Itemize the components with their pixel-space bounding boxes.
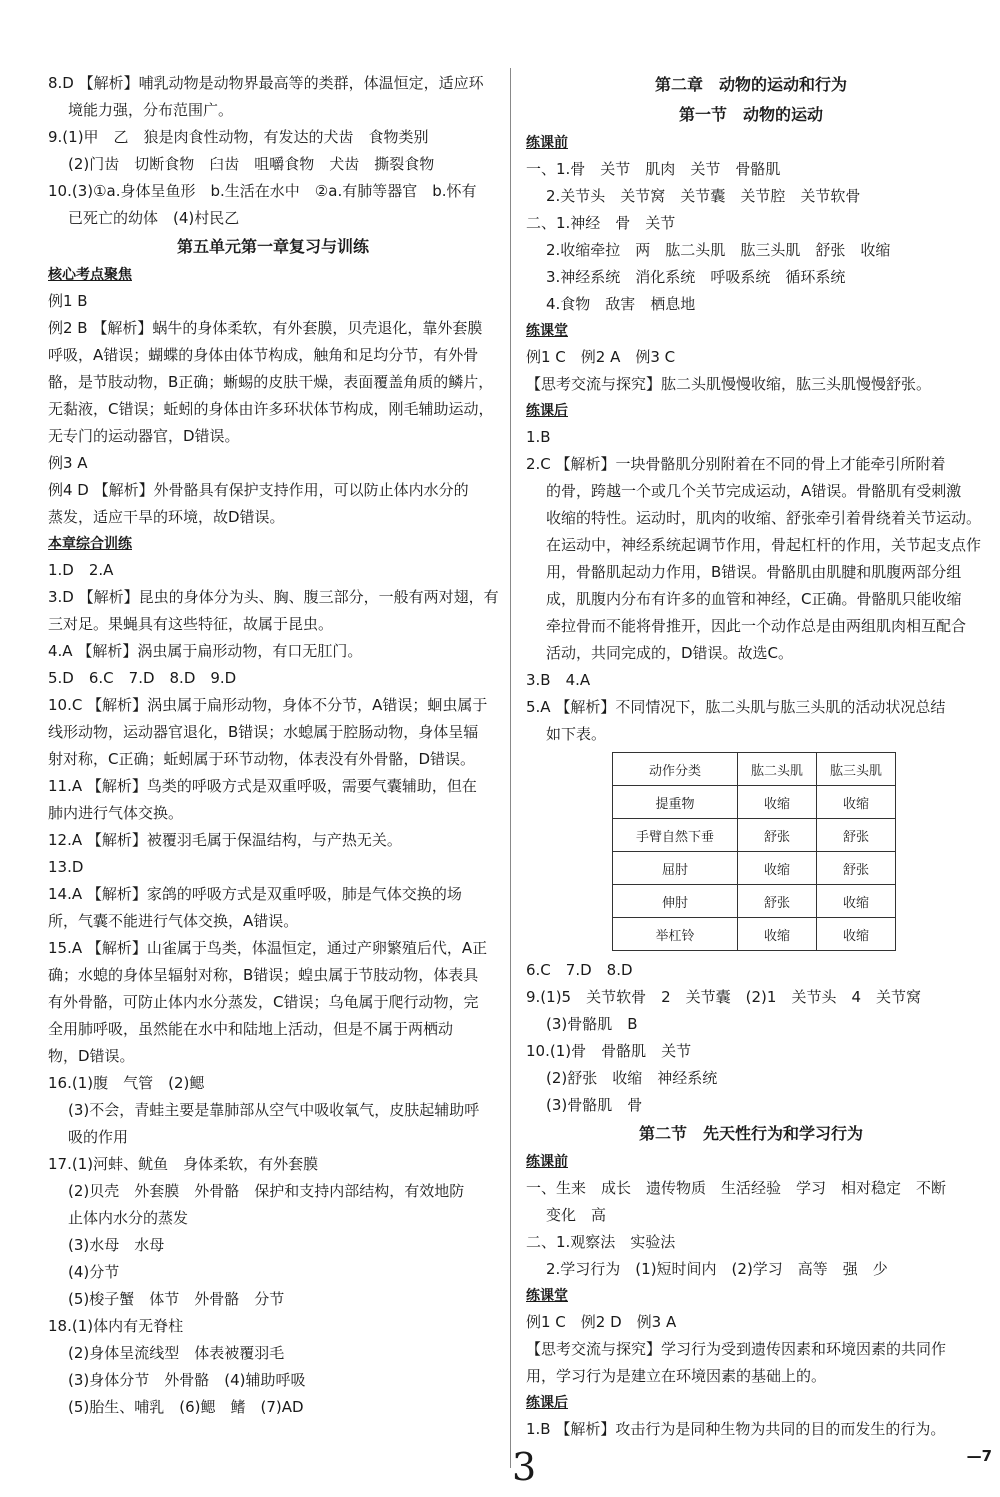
table-header-cell: 肱二头肌: [738, 753, 817, 786]
answer-line: 【思考交流与探究】肱二头肌慢慢收缩，肱三头肌慢慢舒张。: [526, 375, 932, 393]
table-cell: 提重物: [613, 786, 738, 819]
answer-line: 6.C 7.D 8.D: [526, 961, 633, 979]
answer-line: 吸的作用: [68, 1128, 129, 1146]
answer-line: 2.收缩牵拉 两 肱二头肌 肱三头肌 舒张 收缩: [546, 241, 891, 259]
answer-line: 13.D: [48, 858, 84, 876]
answer-line: 线形动物，运动器官退化，B错误；水螅属于腔肠动物，身体呈辐: [48, 723, 479, 741]
table-cell: 收缩: [817, 885, 896, 918]
table-header-row: [613, 753, 896, 786]
answer-line: 1.B 【解析】攻击行为是同种生物为共同的目的而发生的行为。: [526, 1420, 946, 1438]
table-cell: 收缩: [817, 786, 896, 819]
column-divider: [510, 68, 511, 1468]
answer-line: 蒸发，适应干旱的环境，故D错误。: [48, 508, 285, 526]
answer-line: 活动，共同完成的，D错误。故选C。: [546, 644, 794, 662]
answer-line: 2.学习行为 (1)短时间内 (2)学习 高等 强 少: [546, 1260, 888, 1278]
answer-line: (5)梭子蟹 体节 外骨骼 分节: [68, 1290, 285, 1308]
handwritten-mark: 3: [512, 1445, 537, 1489]
section-subheading: 核心考点聚焦: [48, 267, 132, 283]
answer-line: (5)胎生、哺乳 (6)鳃 鳍 (7)AD: [68, 1398, 304, 1416]
answer-line: 在运动中，神经系统起调节作用，骨起杠杆的作用，关节起支点作: [546, 536, 982, 554]
answer-line: 例2 B 【解析】蜗牛的身体柔软，有外套膜，贝壳退化，靠外套膜: [48, 319, 483, 337]
answer-line: 2.C 【解析】一块骨骼肌分别附着在不同的骨上才能牵引所附着: [526, 455, 946, 473]
section-title: 第一节 动物的运动: [678, 105, 823, 124]
answer-line: (3)水母 水母: [68, 1236, 165, 1254]
answer-line: 呼吸，A错误；蝴蝶的身体由体节构成，触角和足均分节，有外骨: [48, 346, 479, 364]
table-header-cell: 肱三头肌: [817, 753, 896, 786]
answer-line: 收缩的特性。运动时，肌肉的收缩、舒张牵引着骨绕着关节运动。: [546, 509, 982, 527]
table-cell: 举杠铃: [613, 918, 738, 951]
table-header-cell: 动作分类: [613, 753, 738, 786]
answer-line: 境能力强，分布范围广。: [68, 101, 234, 119]
section-subheading: 练课前: [526, 1154, 568, 1170]
right-column-top: [526, 70, 982, 748]
right-column: [526, 70, 982, 1443]
answer-line: 4.A 【解析】涡虫属于扁形动物，有口无肛门。: [48, 642, 363, 660]
answer-line: 一、1.骨 关节 肌肉 关节 骨骼肌: [526, 160, 781, 178]
answer-line: 牵拉骨而不能将骨推开，因此一个动作总是由两组肌肉相互配合: [546, 617, 967, 635]
answer-line: 有外骨骼，可防止体内水分蒸发，C错误；乌龟属于爬行动物，完: [48, 993, 479, 1011]
answer-line: 9.(1)甲 乙 狼是肉食性动物，有发达的犬齿 食物类别: [48, 128, 429, 146]
answer-line: 二、1.观察法 实验法: [526, 1233, 676, 1251]
table-cell: 舒张: [817, 819, 896, 852]
answer-line: 【思考交流与探究】学习行为受到遗传因素和环境因素的共同作: [526, 1340, 947, 1358]
muscle-activity-table: [612, 752, 896, 951]
answer-line: 4.食物 敌害 栖息地: [546, 295, 696, 313]
answer-line: 例1 B: [48, 292, 88, 310]
answer-line: 一、生来 成长 遗传物质 生活经验 学习 相对稳定 不断: [526, 1179, 947, 1197]
answer-line: 17.(1)河蚌、鱿鱼 身体柔软，有外套膜: [48, 1155, 319, 1173]
answer-line: 全用肺呼吸，虽然能在水中和陆地上活动，但是不属于两栖动: [48, 1020, 454, 1038]
answer-line: 射对称，C正确；蚯蚓属于环节动物，体表没有外骨骼，D错误。: [48, 750, 476, 768]
table-cell: 手臂自然下垂: [613, 819, 738, 852]
answer-line: 14.A 【解析】家鸽的呼吸方式是双重呼吸，肺是气体交换的场: [48, 885, 462, 903]
answer-line: 止体内水分的蒸发: [68, 1209, 189, 1227]
answer-line: (3)骨骼肌 骨: [546, 1096, 643, 1114]
table-cell: 收缩: [738, 918, 817, 951]
answer-line: 11.A 【解析】鸟类的呼吸方式是双重呼吸，需要气囊辅助，但在: [48, 777, 477, 795]
answer-line: 无黏液，C错误；蚯蚓的身体由许多环状体节构成，刚毛辅助运动，: [48, 400, 494, 418]
answer-line: 确；水螅的身体呈辐射对称，B错误；蝗虫属于节肢动物，体表具: [48, 966, 479, 984]
page-number: —7: [966, 1447, 992, 1465]
answer-line: 已死亡的幼体 (4)村民乙: [68, 209, 240, 227]
answer-line: 成，肌腹内分布有许多的血管和神经，C正确。骨骼肌只能收缩: [546, 590, 962, 608]
answer-line: 用，骨骼肌起动力作用，B错误。骨骼肌由肌腱和肌腹两部分组: [546, 563, 962, 581]
answer-line: 1.D 2.A: [48, 561, 114, 579]
answer-line: 二、1.神经 骨 关节: [526, 214, 676, 232]
section-title: 第二节 先天性行为和学习行为: [638, 1124, 863, 1143]
section-title: 第二章 动物的运动和行为: [654, 75, 847, 94]
answer-line: 3.B 4.A: [526, 671, 591, 689]
section-subheading: 练课堂: [526, 1288, 568, 1304]
table-row: [613, 786, 896, 819]
answer-line: 例1 C 例2 A 例3 C: [526, 348, 676, 366]
answer-line: 例1 C 例2 D 例3 A: [526, 1313, 677, 1331]
section-subheading: 练课后: [526, 1395, 568, 1411]
section-subheading: 练课前: [526, 135, 568, 151]
answer-line: 变化 高: [546, 1206, 607, 1224]
answer-line: 2.关节头 关节窝 关节囊 关节腔 关节软骨: [546, 187, 861, 205]
answer-line: 如下表。: [546, 725, 607, 743]
table-cell: 收缩: [738, 852, 817, 885]
answer-line: (2)身体呈流线型 体表被覆羽毛: [68, 1344, 285, 1362]
answer-line: 所，气囊不能进行气体交换，A错误。: [48, 912, 299, 930]
answer-line: 5.D 6.C 7.D 8.D 9.D: [48, 669, 237, 687]
table-cell: 收缩: [738, 786, 817, 819]
answer-line: 12.A 【解析】被覆羽毛属于保温结构，与产热无关。: [48, 831, 402, 849]
answer-line: 5.A 【解析】不同情况下，肱二头肌与肱三头肌的活动状况总结: [526, 698, 946, 716]
table-cell: 屈肘: [613, 852, 738, 885]
answer-line: 1.B: [526, 428, 551, 446]
answer-line: 3.D 【解析】昆虫的身体分为头、胸、腹三部分，一般有两对翅，有: [48, 588, 499, 606]
section-subheading: 本章综合训练: [48, 536, 132, 552]
table-row: [613, 885, 896, 918]
table-cell: 收缩: [817, 918, 896, 951]
section-subheading: 练课后: [526, 403, 568, 419]
table-row: [613, 918, 896, 951]
table-row: [613, 819, 896, 852]
answer-line: (2)舒张 收缩 神经系统: [546, 1069, 718, 1087]
answer-line: 无专门的运动器官，D错误。: [48, 427, 240, 445]
answer-line: (3)不会，青蛙主要是靠肺部从空气中吸收氧气，皮肤起辅助呼: [68, 1101, 480, 1119]
table-cell: 舒张: [738, 819, 817, 852]
answer-line: 骼，是节肢动物，B正确；蜥蜴的皮肤干燥，表面覆盖角质的鳞片，: [48, 373, 494, 391]
answer-line: (3)骨骼肌 B: [546, 1015, 638, 1033]
answer-line: 例3 A: [48, 454, 88, 472]
answer-line: (3)身体分节 外骨骼 (4)辅助呼吸: [68, 1371, 306, 1389]
section-subheading: 练课堂: [526, 323, 568, 339]
answer-line: 三对足。果蝇具有这些特征，故属于昆虫。: [48, 615, 334, 633]
table-cell: 舒张: [817, 852, 896, 885]
answer-line: 物，D错误。: [48, 1047, 135, 1065]
answer-line: 用，学习行为是建立在环境因素的基础上的。: [526, 1367, 827, 1385]
table-cell: 伸肘: [613, 885, 738, 918]
right-column-bottom: [526, 957, 976, 1443]
answer-line: 8.D 【解析】哺乳动物是动物界最高等的类群，体温恒定，适应环: [48, 74, 484, 92]
answer-line: 10.(3)①a.身体呈鱼形 b.生活在水中 ②a.有肺等器官 b.怀有: [48, 182, 477, 200]
answer-line: 3.神经系统 消化系统 呼吸系统 循环系统: [546, 268, 846, 286]
answer-line: (4)分节: [68, 1263, 120, 1281]
left-column: [48, 70, 498, 1421]
answer-line: 18.(1)体内有无脊柱: [48, 1317, 184, 1335]
answer-line: 肺内进行气体交换。: [48, 804, 184, 822]
answer-line: 例4 D 【解析】外骨骼具有保护支持作用，可以防止体内水分的: [48, 481, 469, 499]
section-title: 第五单元第一章复习与训练: [176, 237, 369, 256]
answer-line: 16.(1)腹 气管 (2)鳃: [48, 1074, 205, 1092]
answer-line: 9.(1)5 关节软骨 2 关节囊 (2)1 关节头 4 关节窝: [526, 988, 921, 1006]
answer-line: 10.(1)骨 骨骼肌 关节: [526, 1042, 692, 1060]
answer-line: 10.C 【解析】涡虫属于扁形动物，身体不分节，A错误；蛔虫属于: [48, 696, 488, 714]
table-row: [613, 852, 896, 885]
answer-line: (2)门齿 切断食物 臼齿 咀嚼食物 犬齿 撕裂食物: [68, 155, 435, 173]
answer-line: (2)贝壳 外套膜 外骨骼 保护和支持内部结构，有效地防: [68, 1182, 465, 1200]
table-cell: 舒张: [738, 885, 817, 918]
answer-line: 的骨，跨越一个或几个关节完成运动，A错误。骨骼肌有受刺激: [546, 482, 962, 500]
answer-line: 15.A 【解析】山雀属于鸟类，体温恒定，通过产卵繁殖后代，A正: [48, 939, 488, 957]
